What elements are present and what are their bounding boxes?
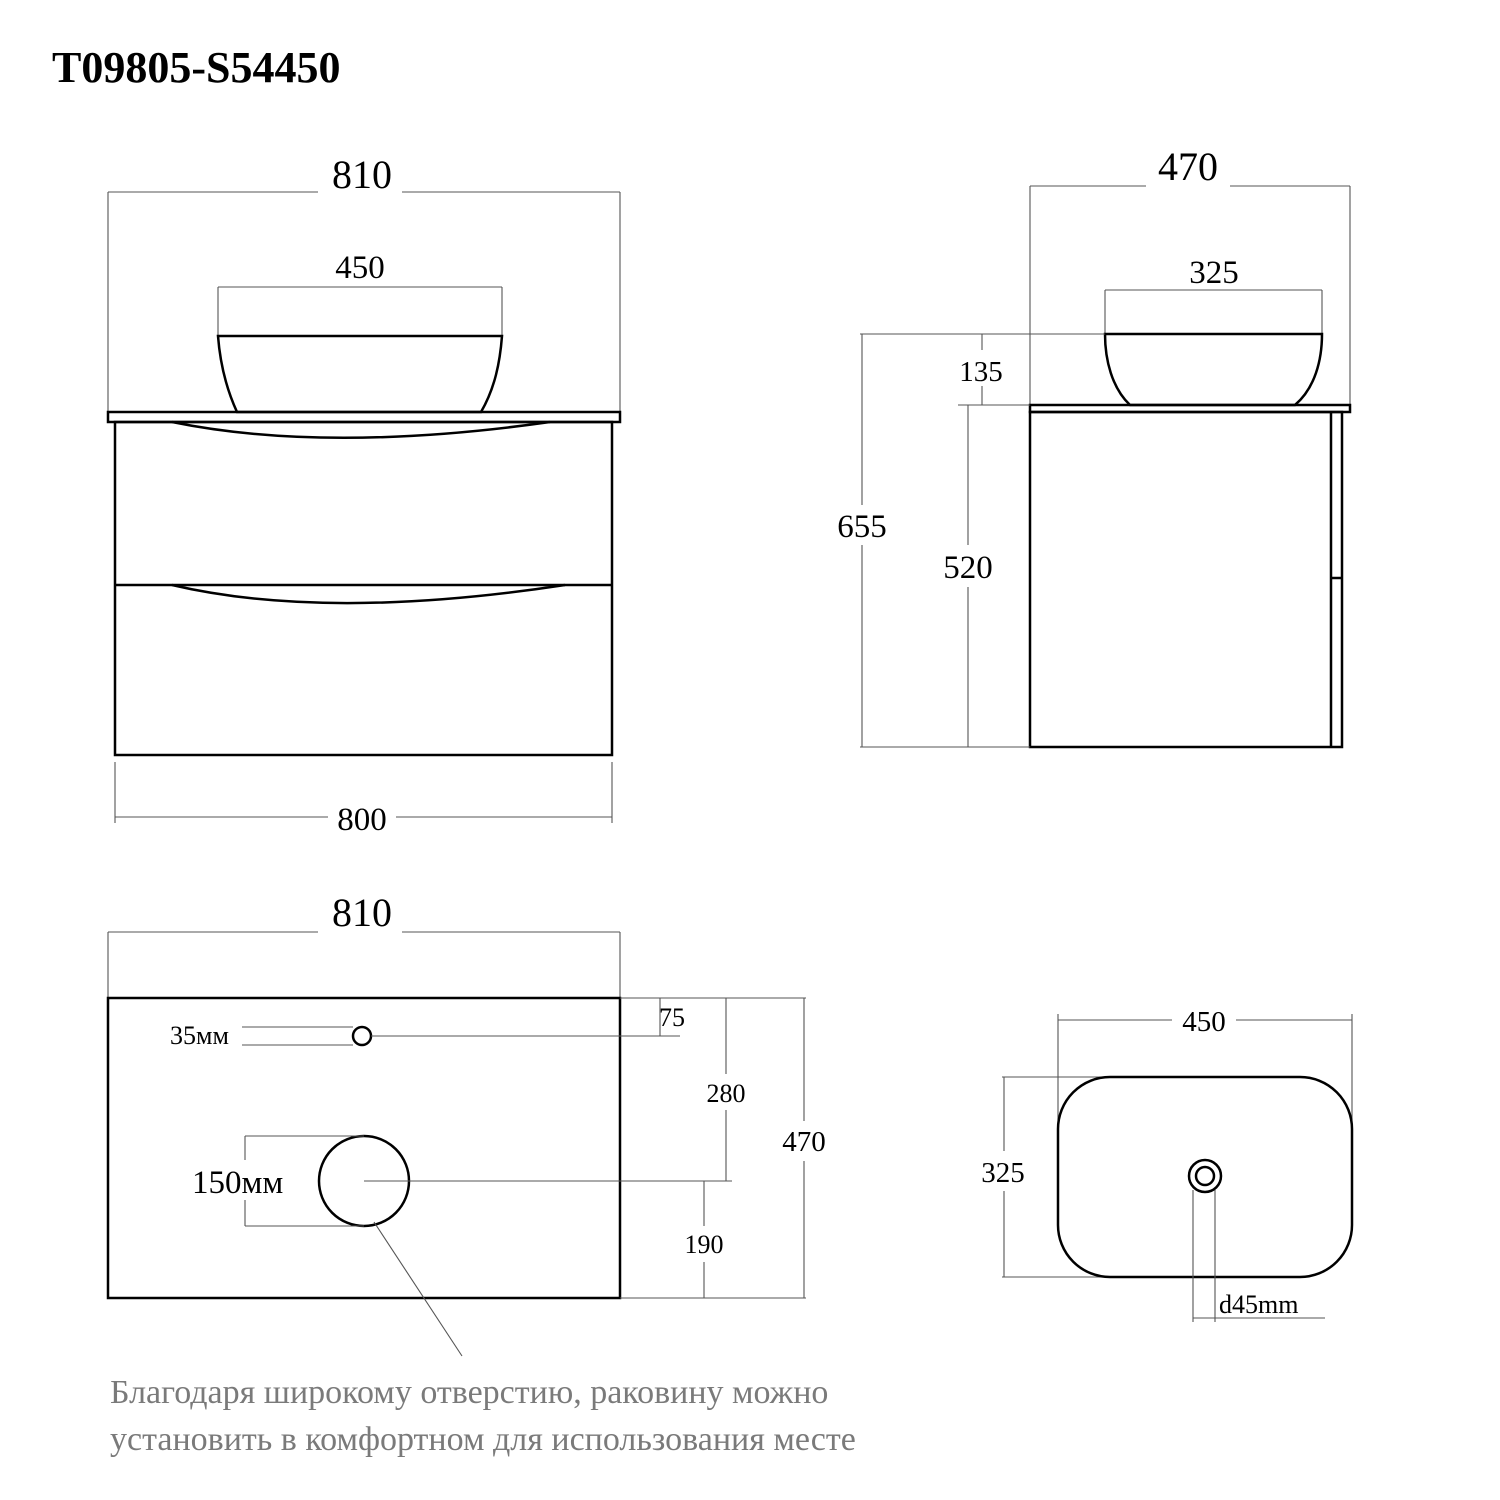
leader-line: [374, 1222, 462, 1356]
basin-drain-outer: [1189, 1160, 1221, 1192]
dim-basin-width: 450: [335, 250, 385, 286]
dim-basin-depth: 325: [1189, 255, 1239, 291]
countertop-front: [108, 412, 620, 422]
note-line-1: Благодаря широкому отверстию, раковину можно: [110, 1374, 829, 1411]
model-title: T09805-S54450: [52, 43, 341, 92]
tap-hole-diameter: 35мм: [170, 1021, 229, 1050]
dim-total-height: 655: [837, 509, 887, 545]
dim-drain-offset: 280: [706, 1079, 746, 1108]
drawer-handle-bottom: [172, 585, 565, 603]
basin-side: [1105, 334, 1322, 405]
front-view: [108, 150, 620, 838]
dim-cabinet-height: 520: [943, 550, 993, 586]
top-view: [108, 890, 836, 1356]
note-line-2: установить в комфортном для использования месте: [110, 1421, 856, 1458]
basin-plan: [974, 1002, 1352, 1322]
dim-width-top: 810: [332, 152, 392, 197]
basin-drain-inner: [1196, 1167, 1214, 1185]
drawer-handle-top: [172, 422, 550, 438]
dim-top-depth: 470: [782, 1126, 826, 1158]
cabinet-side: [1030, 412, 1342, 747]
drain-hole-diameter: 150мм: [192, 1165, 284, 1201]
dim-depth: 470: [1158, 144, 1218, 189]
dim-basin-plan-depth: 325: [981, 1157, 1025, 1189]
dim-top-width: 810: [332, 890, 392, 935]
dim-width-bottom: 800: [337, 802, 387, 838]
dim-drain-back: 190: [684, 1230, 724, 1259]
dim-basin-plan-width: 450: [1182, 1006, 1226, 1038]
basin-plan-outline: [1058, 1077, 1352, 1277]
tap-hole: [353, 1027, 371, 1045]
side-view: [834, 144, 1350, 747]
dim-basin-height: 135: [959, 356, 1003, 388]
dim-tap-offset: 75: [659, 1003, 685, 1032]
dim-basin-drain: d45mm: [1219, 1290, 1299, 1319]
basin-front: [218, 336, 502, 412]
